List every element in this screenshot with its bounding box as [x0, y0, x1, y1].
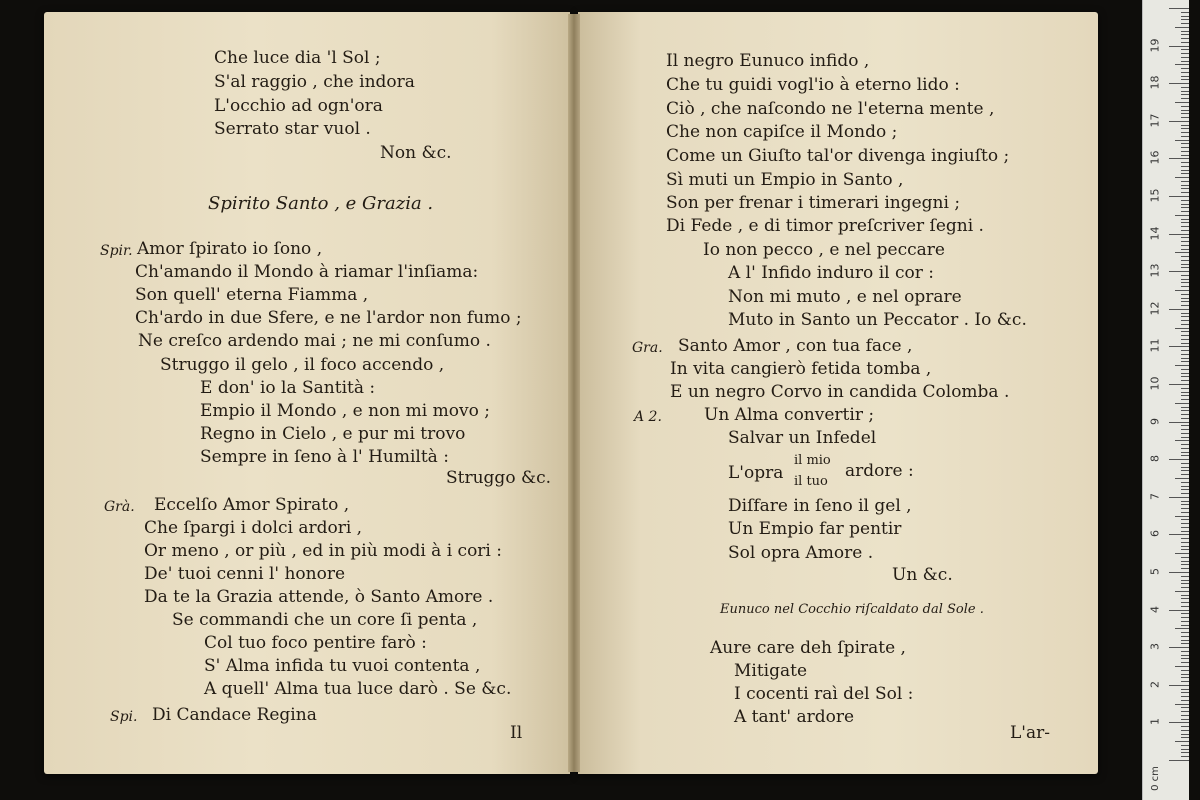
ruler-tick	[1181, 546, 1189, 547]
ruler-tick	[1181, 621, 1189, 622]
ruler-tick	[1181, 316, 1189, 317]
ruler-tick	[1181, 294, 1189, 295]
verse-line: Serrato star vuol .	[214, 119, 371, 139]
ruler-tick	[1181, 719, 1189, 720]
ruler-tick	[1181, 87, 1189, 88]
ruler-tick	[1181, 583, 1189, 584]
ruler-tick	[1175, 516, 1189, 517]
ruler-tick	[1169, 158, 1189, 159]
speaker-label: Spi.	[110, 709, 138, 725]
ruler-tick	[1181, 211, 1189, 212]
ruler-tick	[1181, 437, 1189, 438]
ruler-number: 13	[1148, 263, 1162, 278]
ruler-tick	[1181, 72, 1189, 73]
ruler-tick	[1181, 474, 1189, 475]
verse-line: Il negro Eunuco infido ,	[666, 51, 870, 71]
verse-line: Salvar un Infedel	[728, 428, 877, 448]
ruler-tick	[1181, 414, 1189, 415]
refrain: Struggo &c.	[446, 468, 552, 488]
ruler-tick	[1181, 380, 1189, 381]
ruler-tick	[1181, 369, 1189, 370]
ruler-tick	[1175, 628, 1189, 629]
ruler-tick	[1181, 298, 1189, 299]
ruler-tick	[1181, 335, 1189, 336]
refrain: Non &c.	[380, 143, 452, 163]
ruler-tick	[1181, 147, 1189, 148]
ruler-tick	[1169, 534, 1189, 535]
ruler-tick	[1181, 643, 1189, 644]
ruler-number: 12	[1148, 301, 1162, 316]
verse-line: Sempre in ſeno à l' Humiltà :	[200, 447, 449, 467]
ruler-tick	[1169, 271, 1189, 272]
verse-line: Col tuo foco pentire farò :	[204, 633, 427, 653]
verse-line: L'occhio ad ogn'ora	[214, 96, 383, 116]
section-heading: Eunuco nel Cocchio riſcaldato dal Sole .	[720, 602, 984, 617]
ruler-tick	[1181, 407, 1189, 408]
verse-line: Ciò , che naſcondo ne l'eterna mente ,	[666, 99, 995, 119]
verse-line: Or meno , or più , ed in più modi à i cori :	[144, 541, 503, 561]
ruler-tick	[1175, 27, 1189, 28]
verse-variant: il tuo	[794, 474, 828, 489]
ruler-number: 7	[1148, 492, 1162, 500]
ruler-tick	[1181, 98, 1189, 99]
ruler-number: 11	[1148, 338, 1162, 353]
verse-line: Eccelſo Amor Spirato ,	[154, 495, 350, 515]
ruler-tick	[1181, 23, 1189, 24]
ruler-tick	[1181, 188, 1189, 189]
ruler-tick	[1181, 204, 1189, 205]
ruler-number: 18	[1148, 75, 1162, 90]
verse-line: Son quell' eterna Fiamma ,	[135, 285, 369, 305]
refrain: Un &c.	[892, 565, 953, 585]
speaker-label: Grà.	[104, 499, 135, 515]
ruler-tick	[1181, 482, 1189, 483]
ruler-tick	[1181, 745, 1189, 746]
verse-line: Io non pecco , e nel peccare	[703, 240, 945, 260]
ruler-tick	[1181, 286, 1189, 287]
ruler-number: 5	[1148, 568, 1162, 575]
ruler-tick	[1181, 207, 1189, 208]
ruler-tick	[1169, 234, 1189, 235]
verse-line: S' Alma infida tu vuoi contenta ,	[204, 656, 481, 676]
ruler-tick	[1181, 493, 1189, 494]
ruler-tick	[1181, 19, 1189, 20]
ruler-tick	[1169, 760, 1189, 761]
verse-line: S'al raggio , che indora	[214, 72, 415, 92]
verse-line: Di Fede , e di timor preſcriver ſegni .	[666, 216, 984, 236]
ruler-tick	[1181, 49, 1189, 50]
verse-line: E don' io la Santità :	[200, 378, 376, 398]
ruler-tick	[1181, 595, 1189, 596]
ruler-tick	[1181, 136, 1189, 137]
verse-line: A l' Infido induro il cor :	[728, 263, 934, 283]
ruler-tick	[1181, 226, 1189, 227]
ruler-tick	[1181, 219, 1189, 220]
ruler-tick	[1181, 658, 1189, 659]
ruler-tick	[1181, 557, 1189, 558]
ruler-tick	[1181, 241, 1189, 242]
ruler-tick	[1181, 106, 1189, 107]
measuring-ruler	[1142, 0, 1189, 800]
ruler-tick	[1181, 42, 1189, 43]
ruler-tick	[1175, 102, 1189, 103]
ruler-tick	[1181, 125, 1189, 126]
ruler-tick	[1181, 373, 1189, 374]
ruler-tick	[1181, 677, 1189, 678]
ruler-tick	[1169, 384, 1189, 385]
ruler-tick	[1181, 670, 1189, 671]
ruler-tick	[1169, 572, 1189, 573]
ruler-tick	[1181, 489, 1189, 490]
ruler-tick	[1181, 538, 1189, 539]
ruler-tick	[1175, 290, 1189, 291]
ruler-tick	[1181, 542, 1189, 543]
ruler-tick	[1181, 343, 1189, 344]
ruler-tick	[1181, 531, 1189, 532]
ruler-tick	[1181, 636, 1189, 637]
ruler-tick	[1181, 523, 1189, 524]
ruler-tick	[1181, 662, 1189, 663]
ruler-tick	[1181, 501, 1189, 502]
ruler-tick	[1181, 222, 1189, 223]
ruler-tick	[1181, 448, 1189, 449]
verse-line: I cocenti raì del Sol :	[734, 684, 914, 704]
ruler-number: 6	[1148, 530, 1162, 538]
ruler-tick	[1181, 444, 1189, 445]
ruler-tick	[1181, 76, 1189, 77]
ruler-tick	[1169, 8, 1189, 9]
ruler-tick	[1181, 463, 1189, 464]
ruler-tick	[1181, 110, 1189, 111]
ruler-tick	[1181, 143, 1189, 144]
ruler-tick	[1175, 215, 1189, 216]
verse-line: Ne creſco ardendo mai ; ne mi conſumo .	[138, 331, 491, 351]
ruler-number: 3	[1148, 643, 1162, 651]
ruler-tick	[1169, 610, 1189, 611]
ruler-tick	[1181, 707, 1189, 708]
ruler-number: 17	[1148, 113, 1162, 128]
ruler-tick	[1181, 700, 1189, 701]
ruler-tick	[1181, 640, 1189, 641]
section-heading: Spirito Santo , e Grazia .	[208, 193, 434, 214]
ruler-tick	[1181, 508, 1189, 509]
speaker-label: Gra.	[632, 340, 663, 356]
ruler-tick	[1175, 328, 1189, 329]
verse-variant: il mio	[794, 453, 831, 468]
ruler-tick	[1181, 282, 1189, 283]
ruler-tick	[1181, 749, 1189, 750]
verse-line: Sol opra Amore .	[728, 543, 874, 563]
ruler-tick	[1169, 459, 1189, 460]
ruler-tick	[1181, 12, 1189, 13]
ruler-tick	[1181, 617, 1189, 618]
ruler-tick	[1181, 512, 1189, 513]
verse-line: Un Alma convertir ;	[704, 405, 875, 425]
ruler-tick	[1181, 339, 1189, 340]
ruler-tick	[1169, 685, 1189, 686]
ruler-tick	[1181, 696, 1189, 697]
verse-line: Sì muti un Empio in Santo ,	[666, 170, 904, 190]
verse-line: In vita cangierò fetida tomba ,	[670, 359, 932, 379]
ruler-tick	[1181, 354, 1189, 355]
ruler-tick	[1181, 166, 1189, 167]
ruler-tick	[1175, 64, 1189, 65]
ruler-tick	[1181, 613, 1189, 614]
ruler-tick	[1181, 730, 1189, 731]
ruler-tick	[1181, 185, 1189, 186]
ruler-tick	[1175, 553, 1189, 554]
ruler-tick	[1181, 358, 1189, 359]
book-gutter	[568, 14, 580, 772]
verse-line: Muto in Santo un Peccator . Io &c.	[728, 310, 1027, 330]
ruler-tick	[1181, 392, 1189, 393]
verse-line: Son per frenar i timerari ingegni ;	[666, 193, 961, 213]
ruler-tick	[1181, 655, 1189, 656]
verse-line: A tant' ardore	[734, 707, 855, 727]
verse-line: E un negro Corvo in candida Colomba .	[670, 382, 1010, 402]
ruler-tick	[1181, 256, 1189, 257]
speaker-label: Spir.	[100, 243, 133, 259]
verse-line: Amor ſpirato io ſono ,	[137, 239, 323, 259]
ruler-unit-label: 0 cm	[1149, 766, 1161, 791]
ruler-number: 2	[1148, 680, 1162, 688]
ruler-tick	[1181, 320, 1189, 321]
ruler-tick	[1181, 31, 1189, 32]
ruler-tick	[1181, 756, 1189, 757]
verse-line: Che tu guidi vogl'io à eterno lido :	[666, 75, 960, 95]
ruler-tick	[1181, 301, 1189, 302]
ruler-tick	[1181, 734, 1189, 735]
ruler-tick	[1181, 260, 1189, 261]
ruler-tick	[1181, 418, 1189, 419]
verse-line: L'opra	[728, 463, 784, 483]
ruler-tick	[1181, 625, 1189, 626]
ruler-tick	[1181, 410, 1189, 411]
ruler-tick	[1169, 346, 1189, 347]
ruler-tick	[1181, 192, 1189, 193]
ruler-tick	[1181, 16, 1189, 17]
ruler-tick	[1175, 591, 1189, 592]
ruler-tick	[1181, 53, 1189, 54]
verse-line: Aure care deh ſpirate ,	[710, 638, 906, 658]
ruler-tick	[1181, 467, 1189, 468]
verse-line: A quell' Alma tua luce darò . Se &c.	[204, 679, 512, 699]
ruler-tick	[1181, 598, 1189, 599]
ruler-tick	[1181, 279, 1189, 280]
ruler-tick	[1181, 91, 1189, 92]
ruler-tick	[1169, 196, 1189, 197]
ruler-tick	[1181, 568, 1189, 569]
ruler-tick	[1181, 587, 1189, 588]
ruler-tick	[1175, 741, 1189, 742]
ruler-tick	[1181, 452, 1189, 453]
speaker-label: A 2.	[634, 409, 662, 425]
ruler-tick	[1181, 170, 1189, 171]
ruler-tick	[1181, 173, 1189, 174]
ruler-tick	[1181, 470, 1189, 471]
verse-line: Santo Amor , con tua face ,	[678, 336, 913, 356]
ruler-tick	[1169, 83, 1189, 84]
ruler-tick	[1181, 94, 1189, 95]
ruler-tick	[1175, 440, 1189, 441]
ruler-tick	[1181, 561, 1189, 562]
ruler-tick	[1181, 689, 1189, 690]
ruler-tick	[1181, 681, 1189, 682]
ruler-tick	[1181, 564, 1189, 565]
ruler-tick	[1169, 46, 1189, 47]
ruler-tick	[1181, 79, 1189, 80]
verse-line: Empio il Mondo , e non mi movo ;	[200, 401, 490, 421]
ruler-tick	[1181, 162, 1189, 163]
ruler-tick	[1181, 632, 1189, 633]
catchword: Il	[510, 723, 523, 743]
ruler-tick	[1169, 722, 1189, 723]
ruler-number: 10	[1148, 376, 1162, 391]
ruler-tick	[1181, 132, 1189, 133]
ruler-tick	[1181, 376, 1189, 377]
ruler-tick	[1181, 331, 1189, 332]
ruler-tick	[1175, 478, 1189, 479]
ruler-tick	[1175, 403, 1189, 404]
ruler-tick	[1181, 651, 1189, 652]
ruler-tick	[1169, 309, 1189, 310]
ruler-tick	[1181, 38, 1189, 39]
ruler-tick	[1169, 121, 1189, 122]
ruler-tick	[1181, 113, 1189, 114]
ruler-tick	[1181, 549, 1189, 550]
ruler-tick	[1181, 151, 1189, 152]
ruler-tick	[1181, 737, 1189, 738]
verse-line: ardore :	[845, 461, 914, 481]
ruler-tick	[1181, 433, 1189, 434]
verse-line: Che non capiſce il Mondo ;	[666, 122, 898, 142]
ruler-tick	[1181, 350, 1189, 351]
verse-line: Come un Giuſto tal'or divenga ingiuſto ;	[666, 146, 1010, 166]
ruler-tick	[1169, 647, 1189, 648]
verse-line: Che ſpargi i dolci ardori ,	[144, 518, 363, 538]
ruler-tick	[1181, 606, 1189, 607]
ruler-tick	[1175, 252, 1189, 253]
ruler-tick	[1175, 666, 1189, 667]
verse-line: Mitigate	[734, 661, 808, 681]
ruler-tick	[1181, 305, 1189, 306]
ruler-number: 16	[1148, 150, 1162, 165]
ruler-tick	[1181, 155, 1189, 156]
ruler-tick	[1181, 752, 1189, 753]
ruler-tick	[1181, 237, 1189, 238]
ruler-tick	[1181, 726, 1189, 727]
ruler-number: 1	[1148, 718, 1162, 726]
ruler-tick	[1181, 399, 1189, 400]
ruler-tick	[1175, 704, 1189, 705]
ruler-tick	[1181, 117, 1189, 118]
ruler-tick	[1181, 181, 1189, 182]
ruler-tick	[1181, 230, 1189, 231]
verse-line: Ch'ardo in due Sfere, e ne l'ardor non fumo ;	[135, 308, 522, 328]
verse-line: Un Empio far pentir	[728, 519, 902, 539]
ruler-tick	[1181, 57, 1189, 58]
verse-line: Ch'amando il Mondo à riamar l'inſiama:	[135, 262, 479, 282]
ruler-tick	[1181, 519, 1189, 520]
ruler-tick	[1175, 365, 1189, 366]
ruler-tick	[1181, 692, 1189, 693]
ruler-tick	[1181, 128, 1189, 129]
ruler-number: 14	[1148, 226, 1162, 241]
ruler-tick	[1169, 497, 1189, 498]
ruler-tick	[1181, 275, 1189, 276]
ruler-tick	[1181, 576, 1189, 577]
verse-line: Diſfare in ſeno il gel ,	[728, 496, 912, 516]
ruler-tick	[1181, 361, 1189, 362]
verse-line: De' tuoi cenni l' honore	[144, 564, 346, 584]
ruler-tick	[1181, 602, 1189, 603]
ruler-number: 4	[1148, 605, 1162, 613]
verse-line: Di Candace Regina	[152, 705, 317, 725]
ruler-tick	[1181, 486, 1189, 487]
verse-line: Da te la Grazia attende, ò Santo Amore .	[144, 587, 494, 607]
ruler-tick	[1181, 455, 1189, 456]
ruler-tick	[1181, 527, 1189, 528]
ruler-tick	[1181, 313, 1189, 314]
ruler-tick	[1169, 422, 1189, 423]
ruler-tick	[1181, 715, 1189, 716]
ruler-tick	[1181, 388, 1189, 389]
ruler-tick	[1181, 267, 1189, 268]
ruler-tick	[1181, 711, 1189, 712]
ruler-tick	[1175, 140, 1189, 141]
verse-line: Che luce dia 'l Sol ;	[214, 48, 381, 68]
ruler-tick	[1181, 504, 1189, 505]
ruler-tick	[1181, 429, 1189, 430]
ruler-tick	[1181, 61, 1189, 62]
ruler-tick	[1175, 177, 1189, 178]
ruler-tick	[1181, 68, 1189, 69]
ruler-tick	[1181, 34, 1189, 35]
ruler-tick	[1181, 395, 1189, 396]
ruler-tick	[1181, 674, 1189, 675]
ruler-tick	[1181, 580, 1189, 581]
ruler-number: 8	[1148, 455, 1162, 463]
ruler-tick	[1181, 245, 1189, 246]
ruler-number: 19	[1148, 38, 1162, 53]
ruler-tick	[1181, 249, 1189, 250]
verse-line: Non mi muto , e nel oprare	[728, 287, 962, 307]
ruler-tick	[1181, 200, 1189, 201]
verse-line: Struggo il gelo , il foco accendo ,	[160, 355, 445, 375]
ruler-tick	[1181, 264, 1189, 265]
verse-line: Se commandi che un core ſi penta ,	[172, 610, 478, 630]
ruler-number: 15	[1148, 188, 1162, 203]
verse-line: Regno in Cielo , e pur mi trovo	[200, 424, 466, 444]
catchword: L'ar-	[1010, 723, 1050, 743]
ruler-number: 9	[1148, 417, 1162, 425]
ruler-tick	[1181, 324, 1189, 325]
ruler-tick	[1181, 425, 1189, 426]
